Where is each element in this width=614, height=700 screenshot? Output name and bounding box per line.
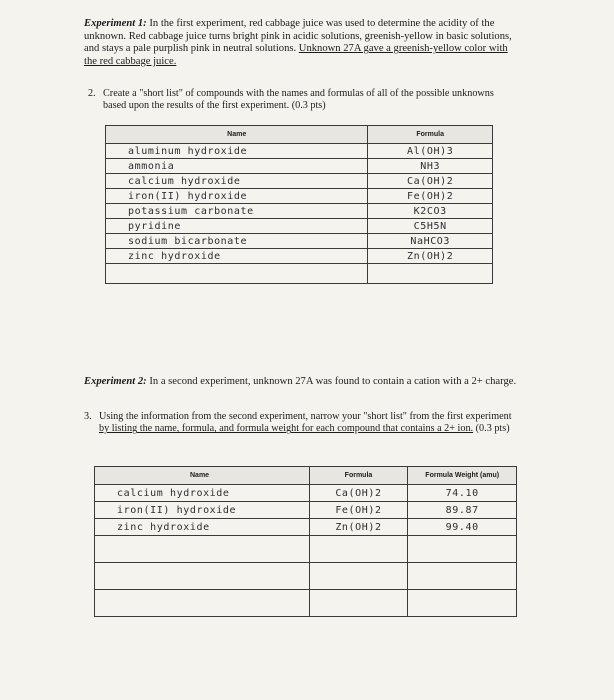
short-list-row [106, 219, 493, 234]
narrowed-list-row [95, 563, 517, 590]
question-2-number: 2. [88, 88, 96, 99]
compound-formula-cell: Fe(OH)2 [368, 189, 493, 204]
compound-name-cell: zinc hydroxide [106, 249, 368, 264]
compound-name-cell [95, 536, 310, 563]
formula-column-header: Formula [368, 126, 493, 144]
compound-formula-cell: K2CO3 [368, 204, 493, 219]
compound-formula-cell: Zn(OH)2 [309, 519, 408, 536]
short-list-table [105, 125, 493, 284]
compound-name-cell: iron(II) hydroxide [106, 189, 368, 204]
compound-name-cell: calcium hydroxide [106, 174, 368, 189]
compound-name-cell: aluminum hydroxide [106, 144, 368, 159]
compound-name-cell [106, 264, 368, 284]
experiment-1-text: In the first experiment, red cabbage juice was used to determine the acidity of the unknown. Red cabbage juice turns bright pink in acidic solutions, greenish-yellow in basic solutions, and stays a pale purplish pink in neutral solutions. [84, 18, 512, 55]
compound-formula-cell [309, 590, 408, 617]
question-3-underlined-text: by listing the name, formula, and formula weight for each compound that contains a 2+ ion. [99, 423, 474, 435]
formula-weight-cell [408, 590, 517, 617]
experiment-1-paragraph [84, 18, 520, 68]
formula-weight-column-header: Formula Weight (amu) [408, 467, 517, 485]
question-3-text: Using the information from the second experiment, narrow your "short list" from the first experiment [99, 411, 512, 422]
question-2-text: Create a "short list" of compounds with the names and formulas of all of the possible unknowns based upon the results of the first experiment. (0.3 pts) [103, 88, 494, 112]
narrowed-list-table [94, 466, 517, 617]
compound-name-cell: sodium bicarbonate [106, 234, 368, 249]
narrowed-list-row [95, 519, 517, 536]
narrowed-list-header-row [95, 467, 517, 485]
compound-formula-cell: Ca(OH)2 [309, 485, 408, 502]
compound-formula-cell: Fe(OH)2 [309, 502, 408, 519]
question-2 [88, 88, 518, 113]
compound-name-cell: calcium hydroxide [95, 485, 310, 502]
compound-formula-cell: C5H5N [368, 219, 493, 234]
experiment-1-title: Experiment 1: [84, 18, 147, 29]
compound-name-cell: iron(II) hydroxide [95, 502, 310, 519]
compound-formula-cell: NH3 [368, 159, 493, 174]
short-list-row [106, 234, 493, 249]
narrowed-list-row [95, 536, 517, 563]
formula-column-header: Formula [309, 467, 408, 485]
narrowed-list-row [95, 502, 517, 519]
short-list-row [106, 189, 493, 204]
short-list-row [106, 159, 493, 174]
formula-weight-cell: 74.10 [408, 485, 517, 502]
experiment-2-title: Experiment 2: [84, 376, 147, 387]
formula-weight-cell: 89.87 [408, 502, 517, 519]
compound-name-cell [95, 590, 310, 617]
short-list-row [106, 204, 493, 219]
question-3-points: (0.3 pts) [475, 423, 510, 435]
question-3 [84, 411, 519, 436]
compound-name-cell [95, 563, 310, 590]
compound-name-cell: potassium carbonate [106, 204, 368, 219]
compound-formula-cell [368, 264, 493, 284]
formula-weight-cell [408, 536, 517, 563]
narrowed-list-row [95, 590, 517, 617]
question-3-number: 3. [84, 411, 92, 422]
short-list-row [106, 144, 493, 159]
compound-formula-cell: Al(OH)3 [368, 144, 493, 159]
narrowed-list-row [95, 485, 517, 502]
short-list-row [106, 249, 493, 264]
compound-name-cell: pyridine [106, 219, 368, 234]
experiment-1-result: Unknown 27A gave a greenish-yellow color with the red cabbage juice. [84, 43, 508, 67]
compound-name-cell: zinc hydroxide [95, 519, 310, 536]
compound-name-cell: ammonia [106, 159, 368, 174]
short-list-row [106, 174, 493, 189]
formula-weight-cell [408, 563, 517, 590]
compound-formula-cell [309, 563, 408, 590]
experiment-2-text: In a second experiment, unknown 27A was found to contain a cation with a 2+ charge. [149, 376, 517, 387]
compound-formula-cell: Ca(OH)2 [368, 174, 493, 189]
name-column-header: Name [95, 467, 310, 485]
compound-formula-cell [309, 536, 408, 563]
short-list-header-row [106, 126, 493, 144]
experiment-2-paragraph [84, 376, 524, 389]
compound-formula-cell: NaHCO3 [368, 234, 493, 249]
compound-formula-cell: Zn(OH)2 [368, 249, 493, 264]
short-list-row [106, 264, 493, 284]
name-column-header: Name [106, 126, 368, 144]
formula-weight-cell: 99.40 [408, 519, 517, 536]
